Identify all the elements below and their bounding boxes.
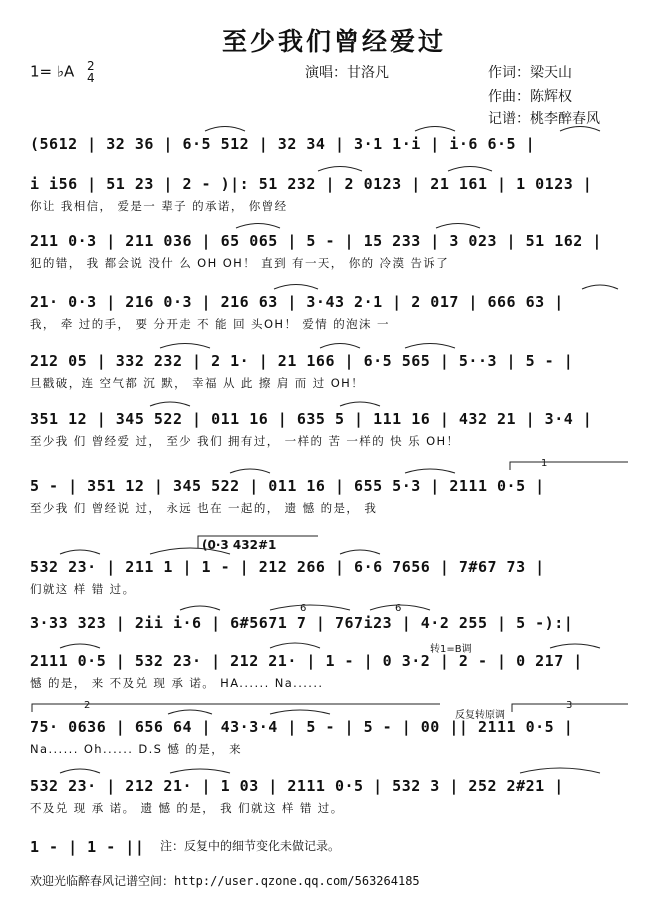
notation-line: 3·33 323 | 2ii i·6 | 6#5671 7 | 767i23 | 4·2 255 | 5 -):| (30, 614, 574, 632)
tie-arc (582, 285, 618, 289)
tie-arc (560, 127, 600, 132)
composer-credit: 作曲：陈辉权 (488, 89, 572, 105)
transcription-note: 注：反复中的细节变化未做记录。 (160, 839, 341, 853)
singer-credit: 演唱：甘洛凡 (305, 65, 389, 81)
intro-bracket-line (198, 536, 318, 548)
volta-mark: 3 (566, 700, 573, 711)
tie-arc (550, 644, 600, 648)
tie-arc (320, 344, 360, 349)
tie-arc (340, 550, 380, 554)
volta-mark: 2 (84, 700, 91, 711)
tie-arc (170, 769, 230, 773)
song-title: 至少我们曾经爱过 (221, 27, 446, 56)
tie-arc (405, 344, 455, 349)
modulation-mark: 反复转原调 (455, 710, 505, 721)
notation-line: 351 12 | 345 522 | 011 16 | 635 5 | 111 16 | 432 21 | 3·4 | (30, 410, 593, 428)
volta-bracket (512, 704, 628, 712)
notation-line: 5 - | 351 12 | 345 522 | 011 16 | 655 5·3 | 2111 0·5 | (30, 477, 545, 495)
tie-arc (230, 469, 270, 473)
tie-arc (274, 285, 318, 290)
modulation-mark: 转1=B调 (430, 644, 472, 655)
time-bottom: 4 (87, 71, 95, 85)
tuplet-mark: 6 (395, 603, 402, 614)
tie-arc (318, 167, 362, 172)
volta-bracket (32, 704, 440, 712)
footer-link-text: 欢迎光临醉春风记谱空间：http://user.qzone.qq.com/563264185 (30, 874, 420, 888)
tie-arc (60, 550, 100, 554)
notation-line: (5612 | 32 36 | 6·5 512 | 32 34 | 3·1 1·i | i·6 6·5 | (30, 135, 536, 153)
tuplet-mark: 6 (300, 603, 307, 614)
tie-arc (150, 548, 230, 554)
notation-line: i i56 | 51 23 | 2 - )|: 51 232 | 2 0123 | 21 161 | 1 0123 | (30, 175, 593, 193)
tie-arc (270, 710, 330, 714)
notation-line: 212 05 | 332 232 | 2 1· | 21 166 | 6·5 565 | 5··3 | 5 - | (30, 352, 574, 370)
intro-bracket-mark: (0·3 432#1 (202, 538, 277, 552)
tie-arc (520, 768, 600, 773)
tie-arc (448, 167, 492, 172)
lyric-line: Na...... Oh...... D.S 憾 的是， 来 (30, 742, 243, 756)
lyric-line: 憾 的是， 来 不及兑 现 承 诺。 HA...... Na...... (30, 676, 324, 690)
tie-arc (236, 224, 280, 229)
volta-bracket (510, 462, 628, 470)
tie-arc (60, 644, 100, 648)
tie-arc (436, 224, 480, 229)
time-top: 2 (87, 59, 95, 73)
tie-arc (340, 402, 380, 406)
notation-line: 21· 0·3 | 216 0·3 | 216 63 | 3·43 2·1 | 2 017 | 666 63 | (30, 293, 564, 311)
notation-line: 2111 0·5 | 532 23· | 212 21· | 1 - | 0 3·2 | 2 - | 0 217 | (30, 652, 583, 670)
lyric-line: 至少我 们 曾经说 过， 永远 也在 一起的， 遗 憾 的是， 我 (30, 501, 378, 515)
tie-arc (205, 127, 245, 132)
tie-arc (60, 769, 100, 773)
tie-arc (160, 344, 210, 349)
transcriber-credit: 记谱：桃李醉春风 (488, 111, 600, 127)
tie-arc (415, 127, 455, 132)
lyric-line: 我， 牵 过的手， 要 分开走 不 能 回 头OH！ 爱情 的泡沫 一 (30, 317, 390, 331)
lyric-line: 犯的错， 我 都会说 没什 么 OH OH！ 直到 有一天， 你的 冷漠 告诉了 (30, 256, 450, 270)
notation-line: 211 0·3 | 211 036 | 65 065 | 5 - | 15 233 | 3 023 | 51 162 | (30, 232, 602, 250)
tie-arc (180, 606, 220, 610)
tie-arc (405, 469, 455, 473)
lyric-line: 你让 我相信， 爱是一 辈子 的承诺， 你曾经 (30, 199, 288, 213)
tie-arc (370, 605, 430, 610)
tie-arc (168, 710, 212, 714)
notation-line: 1 - | 1 - || (30, 838, 145, 856)
lyric-line: 旦戳破，连 空气都 沉 默， 幸福 从 此 擦 肩 而 过 OH！ (30, 376, 365, 390)
notation-line: 75· 0636 | 656 64 | 43·3·4 | 5 - | 5 - | 00 || 2111 0·5 | (30, 718, 574, 736)
notation-line: 532 23· | 212 21· | 1 03 | 2111 0·5 | 532 3 | 252 2#21 | (30, 777, 564, 795)
lyric-line: 们就这 样 错 过。 (30, 582, 136, 596)
key-label: 1= ♭A (30, 62, 75, 81)
lyric-line: 至少我 们 曾经爱 过， 至少 我们 拥有过， 一样的 苦 一样的 快 乐 OH！ (30, 434, 460, 448)
volta-mark: 1 (541, 458, 548, 469)
tie-arc (270, 643, 320, 648)
notation-line: 532 23· | 211 1 | 1 - | 212 266 | 6·6 7656 | 7#67 73 | (30, 558, 545, 576)
tie-arc (150, 402, 190, 406)
lyricist-credit: 作词：梁天山 (488, 65, 572, 81)
tie-arc (270, 605, 350, 610)
lyric-line: 不及兑 现 承 诺。 遗 憾 的是， 我 们就这 样 错 过。 (30, 801, 344, 815)
